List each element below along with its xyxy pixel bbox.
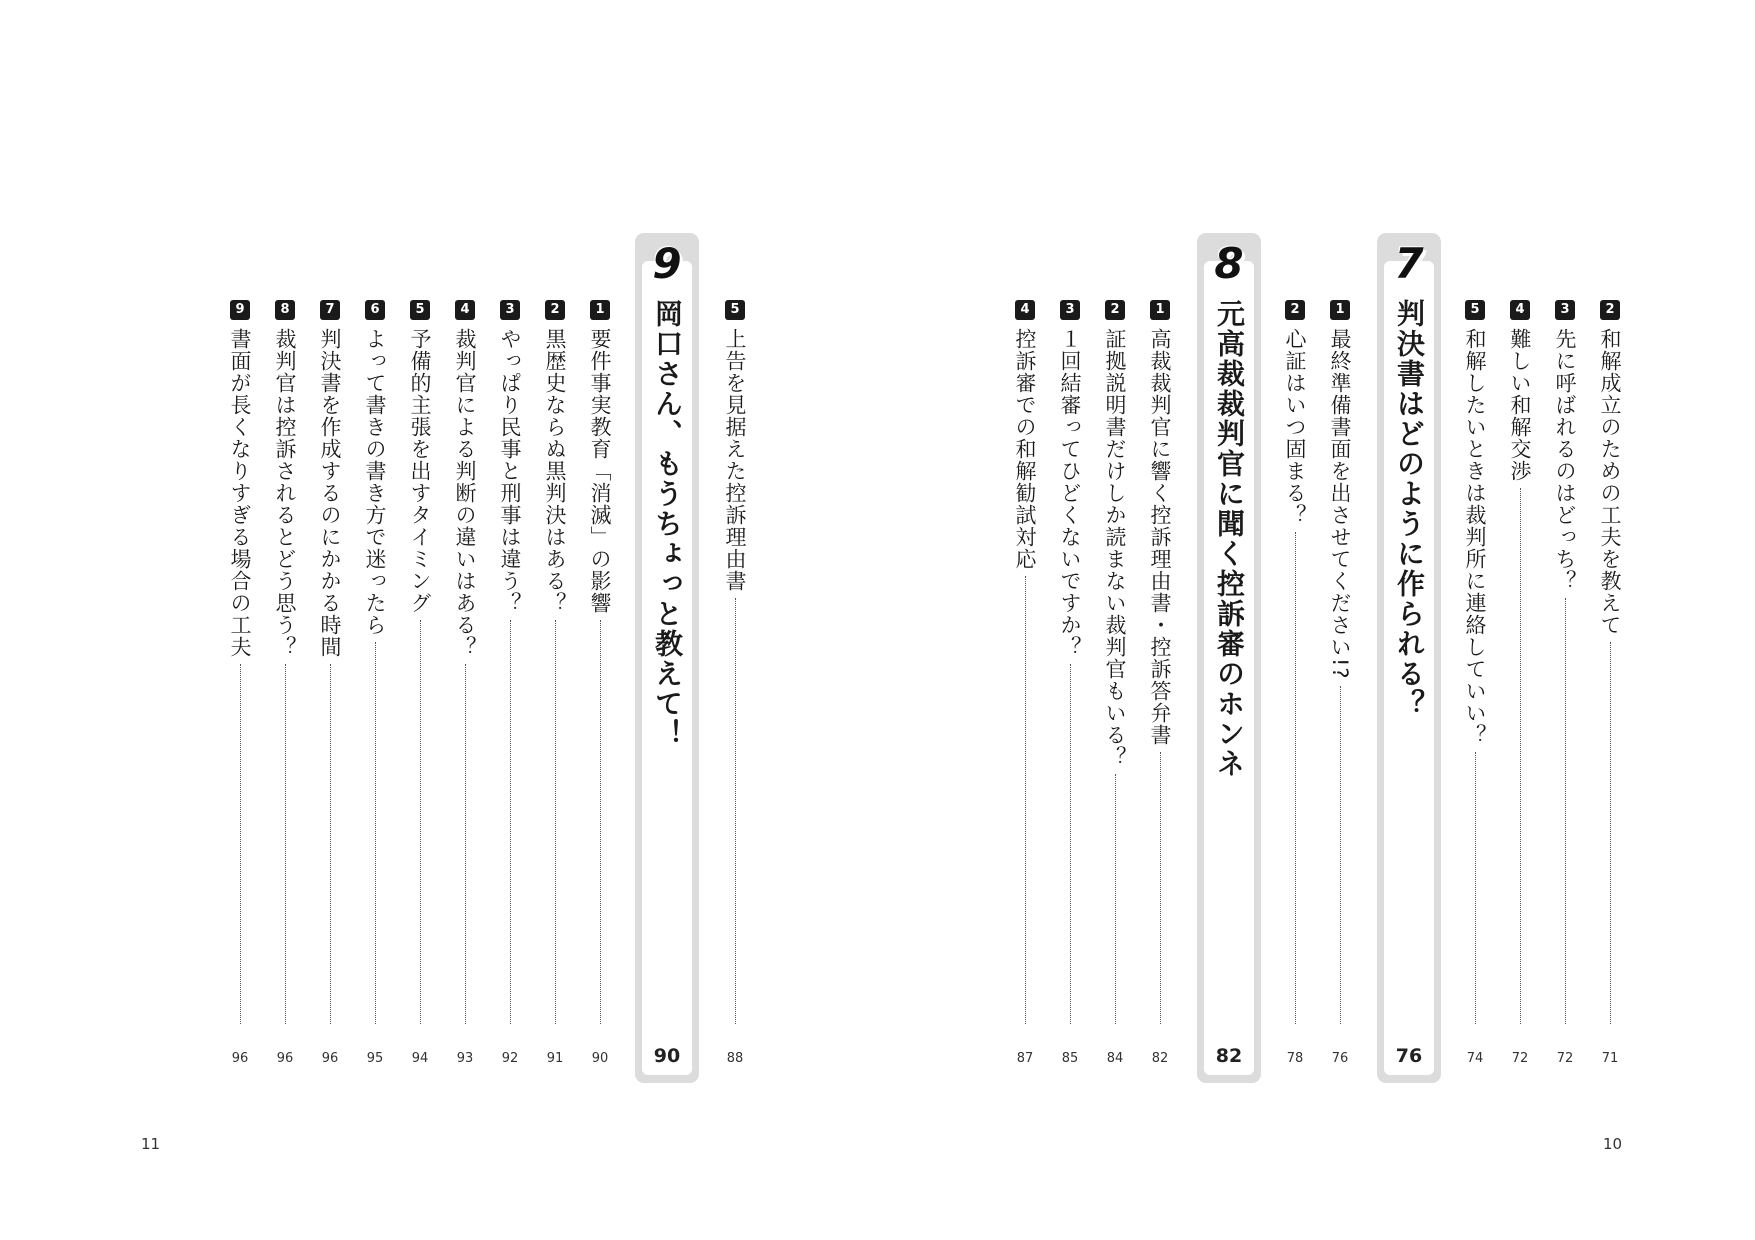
entry-page: 78	[1286, 1051, 1304, 1066]
toc-entry	[1052, 300, 1088, 1084]
chapter-page: 90	[653, 1045, 681, 1067]
toc-entry	[537, 300, 573, 1084]
entry-title: 和解成立のための工夫を教えて	[1598, 328, 1622, 636]
entry-title: 和解したいときは裁判所に連絡していい？	[1463, 328, 1487, 746]
entry-number-badge: 5	[1465, 300, 1485, 320]
chapter-page: 76	[1395, 1045, 1423, 1067]
entry-page: 91	[546, 1051, 564, 1066]
entry-page: 71	[1601, 1051, 1619, 1066]
entry-page: 93	[456, 1051, 474, 1066]
dot-leader	[735, 598, 736, 1024]
toc-entry	[1502, 300, 1538, 1084]
entry-number-badge: 3	[1555, 300, 1575, 320]
toc-entry	[1007, 300, 1043, 1084]
entry-number-badge: 1	[1150, 300, 1170, 320]
entry-page: 95	[366, 1051, 384, 1066]
entry-title: 要件事実教育「消滅」の影響	[588, 328, 612, 614]
entry-title: 最終準備書面を出させてください!?	[1328, 328, 1352, 680]
entry-title: 黒歴史ならぬ黒判決はある？	[543, 328, 567, 614]
entry-page: 85	[1061, 1051, 1079, 1066]
chapter-number: 9	[652, 239, 682, 288]
toc-entry	[1457, 300, 1493, 1084]
dot-leader	[600, 620, 601, 1024]
chapter-9-panel	[635, 233, 699, 1083]
entry-page: 84	[1106, 1051, 1124, 1066]
dot-leader	[1475, 752, 1476, 1024]
dot-leader	[1520, 488, 1521, 1024]
toc-entry	[1547, 300, 1583, 1084]
entry-title: １回結審ってひどくないですか？	[1058, 328, 1082, 658]
entry-title: 高裁裁判官に響く控訴理由書・控訴答弁書	[1148, 328, 1172, 746]
entry-title: 予備的主張を出すタイミング	[408, 328, 432, 614]
entry-number-badge: 2	[1285, 300, 1305, 320]
dot-leader	[1070, 664, 1071, 1024]
chapter-page: 82	[1215, 1045, 1243, 1067]
entry-page: 72	[1511, 1051, 1529, 1066]
entry-title: 心証はいつ固まる？	[1283, 328, 1307, 526]
toc-entry	[312, 300, 348, 1084]
entry-title: 裁判官による判断の違いはある？	[453, 328, 477, 658]
entry-number-badge: 9	[230, 300, 250, 320]
entry-page: 90	[591, 1051, 609, 1066]
chapter-title: 判決書はどのように作られる？	[1393, 299, 1426, 719]
entry-number-badge: 4	[1015, 300, 1035, 320]
entry-title: 上告を見据えた控訴理由書	[723, 328, 747, 592]
entry-number-badge: 2	[1105, 300, 1125, 320]
toc-entry	[267, 300, 303, 1084]
dot-leader	[1295, 532, 1296, 1024]
entry-title: やっぱり民事と刑事は違う？	[498, 328, 522, 614]
chapter-number: 7	[1394, 239, 1424, 288]
entry-page: 96	[276, 1051, 294, 1066]
entry-page: 88	[726, 1051, 744, 1066]
dot-leader	[510, 620, 511, 1024]
dot-leader	[1565, 598, 1566, 1024]
entry-number-badge: 3	[500, 300, 520, 320]
dot-leader	[555, 620, 556, 1024]
entry-page: 74	[1466, 1051, 1484, 1066]
entry-number-badge: 4	[455, 300, 475, 320]
entry-number-badge: 1	[1330, 300, 1350, 320]
entry-page: 96	[231, 1051, 249, 1066]
dot-leader	[1025, 576, 1026, 1024]
toc-entry	[582, 300, 618, 1084]
toc-entry	[492, 300, 528, 1084]
toc-entry	[447, 300, 483, 1084]
entry-title: 裁判官は控訴されるとどう思う？	[273, 328, 297, 658]
entry-number-badge: 5	[410, 300, 430, 320]
dot-leader	[375, 642, 376, 1024]
entry-number-badge: 3	[1060, 300, 1080, 320]
entry-page: 92	[501, 1051, 519, 1066]
entry-number-badge: 8	[275, 300, 295, 320]
entry-title: 難しい和解交渉	[1508, 328, 1532, 482]
entry-number-badge: 6	[365, 300, 385, 320]
entry-number-badge: 1	[590, 300, 610, 320]
toc-entry	[222, 300, 258, 1084]
dot-leader	[240, 664, 241, 1024]
entry-number-badge: 2	[545, 300, 565, 320]
entry-title: 判決書を作成するのにかかる時間	[318, 328, 342, 658]
toc-entry	[717, 300, 753, 1084]
toc-entry	[357, 300, 393, 1084]
dot-leader	[1610, 642, 1611, 1024]
dot-leader	[1160, 752, 1161, 1024]
dot-leader	[465, 664, 466, 1024]
entry-page: 87	[1016, 1051, 1034, 1066]
entry-title: 書面が長くなりすぎる場合の工夫	[228, 328, 252, 658]
entry-title: よって書きの書き方で迷ったら	[363, 328, 387, 636]
entry-page: 72	[1556, 1051, 1574, 1066]
dot-leader	[330, 664, 331, 1024]
dot-leader	[1340, 686, 1341, 1024]
page-number-right: 10	[1603, 1135, 1623, 1153]
toc-entry	[1592, 300, 1628, 1084]
dot-leader	[420, 620, 421, 1024]
chapter-title: 元高裁裁判官に聞く控訴審のホンネ	[1213, 299, 1246, 779]
toc-entry	[402, 300, 438, 1084]
chapter-title: 岡口さん、もうちょっと教えて！	[651, 299, 684, 749]
chapter-7-panel	[1377, 233, 1441, 1083]
chapter-8-panel	[1197, 233, 1261, 1083]
toc-entry	[1322, 300, 1358, 1084]
toc-entry	[1142, 300, 1178, 1084]
dot-leader	[1115, 774, 1116, 1024]
entry-page: 76	[1331, 1051, 1349, 1066]
entry-title: 控訴審での和解勧試対応	[1013, 328, 1037, 570]
toc-entry	[1097, 300, 1133, 1084]
chapter-number: 8	[1214, 239, 1244, 288]
entry-number-badge: 2	[1600, 300, 1620, 320]
toc-entry	[1277, 300, 1313, 1084]
entry-title: 先に呼ばれるのはどっち？	[1553, 328, 1577, 592]
page-number-left: 11	[141, 1135, 161, 1153]
entry-page: 82	[1151, 1051, 1169, 1066]
entry-title: 証拠説明書だけしか読まない裁判官もいる？	[1103, 328, 1127, 768]
entry-number-badge: 4	[1510, 300, 1530, 320]
dot-leader	[285, 664, 286, 1024]
entry-number-badge: 5	[725, 300, 745, 320]
entry-page: 96	[321, 1051, 339, 1066]
entry-page: 94	[411, 1051, 429, 1066]
entry-number-badge: 7	[320, 300, 340, 320]
